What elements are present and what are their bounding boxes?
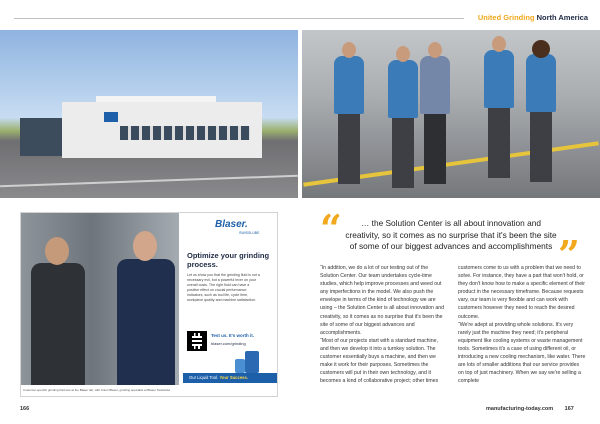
pull-quote: … the Solution Center is all about innovation and creativity, so it comes as no surprise that it's been the site of some of our biggest advances and accomplishments — [345, 218, 557, 251]
ad-photo — [21, 213, 179, 385]
ad-body: Let us show you that the grinding fluid is not a necessary evil, but a powerful lever on your overall costs. The right fluid can have a positive effect on crucial performance indicators, such as tool life, cycle time, workpiece quality and machine satisfaction. — [187, 273, 260, 302]
paragraph: “In addition, we do a lot of our testing out of the Solution Center. Our team undertakes cycle-time studies, which help improve processes and weed out any imperfections in the model. We also push the envelope in terms of the kind of technology we are using – the Solution Center is all about innovation and creativity, so it comes as no surprise that it's been the site of some of our biggest advances and accomplishments. — [320, 265, 445, 336]
open-quote-icon: “ — [320, 206, 342, 251]
product-bottle-icon — [235, 359, 245, 373]
paragraph: “We're adept at providing whole solutions. It's very rarely just the machine they need; it's peripheral equipment like cooling systems or waste management tools. Sometimes it's a case of using different oil, or introducing a new cooling mechanism, like water. There are lots of smaller additions that our service provides on top of just machinery. When we say we're selling a complete — [458, 321, 586, 385]
site-url[interactable]: manufacturing-today.com — [486, 406, 554, 412]
ad-headline: Optimize your grinding process. — [187, 251, 270, 269]
team-member — [388, 46, 418, 192]
footer-right — [486, 406, 574, 412]
building-logo-icon — [104, 112, 118, 122]
team-member — [420, 42, 450, 192]
ad-person — [31, 237, 85, 385]
team-member — [334, 42, 364, 192]
page-number-right: 167 — [564, 406, 574, 412]
ad-tagline-1: Our Liquid Tool. — [189, 375, 219, 380]
team-photo — [302, 30, 600, 198]
header-rule — [14, 18, 464, 19]
paragraph: customers come to us with a problem that we need to solve. For instance, they have a part that won't hold, or they don't know how to make a specific element of their product in the necessary timeframe. Because requests vary, our team is very flexible and can work with customers however they need to reach the desired outcome. — [458, 265, 585, 320]
qr-code-icon[interactable] — [187, 331, 207, 351]
ad-url[interactable]: blaser.com/grinding — [211, 341, 246, 346]
ad-tagline-2: Your Success. — [219, 375, 248, 380]
ad-tagline — [189, 375, 248, 380]
building-annex — [20, 118, 68, 156]
advertisement[interactable] — [20, 212, 278, 397]
ad-person — [117, 231, 175, 385]
section-title-accent: United Grinding — [477, 13, 535, 22]
article-column-1 — [320, 264, 448, 385]
ad-copy — [183, 213, 277, 397]
building-windows — [120, 126, 250, 140]
article-column-2 — [458, 264, 586, 385]
page-number-left: 166 — [20, 406, 30, 412]
ad-caption: Customer-specific grinding fluid test at the Blaser lab, with Anton Blaser, grinding specialist at Blaser Swisslube — [23, 388, 171, 392]
team-member — [484, 36, 514, 192]
blaser-logo: Blaser. — [215, 219, 248, 230]
facility-photo — [0, 30, 298, 198]
ad-test-line: Test us. It's worth it. — [211, 333, 254, 338]
blaser-logo-sub: SWISSLUBE — [239, 231, 260, 235]
paragraph: “Most of our projects start with a standard machine, and then we develop it into a turnkey solution. The customer essentially buys a machine, and then we make it work for their purposes. Sometimes the customers will put in their own technology, and it becomes a kind of collaborative project; other times — [320, 337, 439, 385]
road-marking — [0, 175, 298, 187]
close-quote-icon: ” — [558, 232, 580, 277]
team-member — [526, 40, 556, 192]
product-canister-icon — [245, 351, 259, 373]
section-title-name: North America — [536, 13, 588, 22]
section-title — [478, 13, 588, 22]
